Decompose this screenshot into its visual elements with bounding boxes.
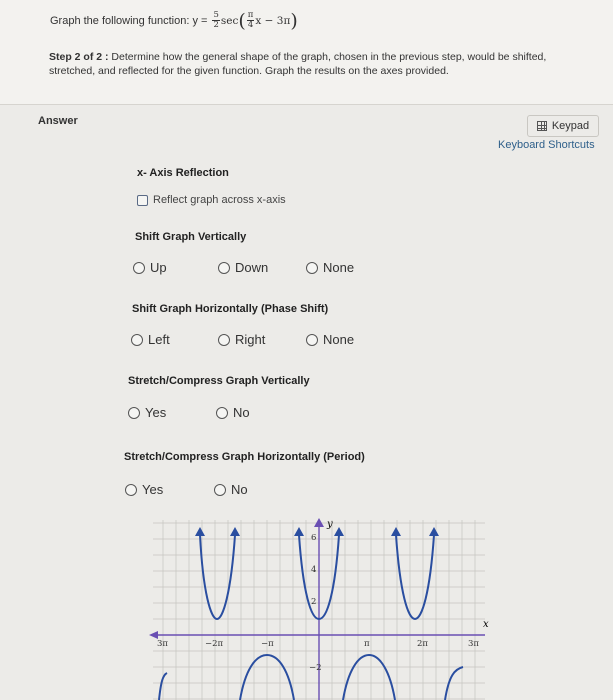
stretch-horizontal-no-radio[interactable]: [214, 482, 248, 497]
shift-horizontal-none-radio[interactable]: [306, 332, 354, 347]
radio-circle[interactable]: [214, 484, 226, 496]
radio-circle[interactable]: [131, 334, 143, 346]
radio-circle[interactable]: [133, 262, 145, 274]
x-tick-label: 3π: [468, 639, 479, 649]
close-paren: ): [290, 9, 298, 32]
stretch-horizontal-yes-radio[interactable]: [125, 482, 163, 497]
keypad-button[interactable]: [527, 115, 599, 137]
stretch-horizontal-heading: Stretch/Compress Graph Horizontally (Period): [124, 451, 365, 463]
inner-denominator: 4: [247, 20, 254, 30]
radio-circle[interactable]: [218, 262, 230, 274]
y-tick-label: 4: [311, 565, 317, 575]
question-text: [50, 11, 298, 30]
reflect-x-label: Reflect graph across x-axis: [153, 194, 286, 206]
radio-label: No: [233, 405, 250, 420]
coefficient-fraction: [212, 11, 219, 30]
radio-label: None: [323, 332, 355, 347]
radio-label: Left: [148, 332, 170, 347]
radio-circle[interactable]: [218, 334, 230, 346]
inner-numerator: π: [247, 10, 254, 20]
keypad-icon: [537, 121, 547, 131]
radio-label: Down: [235, 260, 269, 275]
shift-vertical-none-radio[interactable]: [306, 260, 354, 275]
shift-right-radio[interactable]: [218, 332, 265, 347]
x-tick-label: 3π: [157, 639, 168, 649]
x-tick-label: 2π: [417, 639, 428, 649]
reflect-x-checkbox[interactable]: [137, 194, 286, 206]
radio-label: Yes: [142, 482, 164, 497]
step-text: Determine how the general shape of the graph, chosen in the previous step, would be shifted, stretched, and reflected for the given function. Graph the results on the axes provided.: [49, 51, 547, 77]
shift-horizontal-heading: Shift Graph Horizontally (Phase Shift): [132, 303, 329, 315]
x-tick-label: π: [364, 639, 370, 649]
keypad-label: Keypad: [551, 120, 590, 132]
inner-fraction: [247, 11, 255, 30]
y-tick-label: 2: [311, 597, 317, 607]
radio-circle[interactable]: [125, 484, 137, 496]
question-panel: [0, 0, 613, 105]
radio-circle[interactable]: [306, 262, 318, 274]
x-tick-label: −π: [261, 639, 274, 649]
x-axis-label: x: [483, 619, 489, 630]
radio-label: Right: [235, 332, 266, 347]
radio-label: No: [231, 482, 248, 497]
y-tick-label: −2: [309, 663, 322, 673]
question-prefix: Graph the following function: y =: [50, 14, 208, 27]
stretch-vertical-heading: Stretch/Compress Graph Vertically: [128, 375, 310, 387]
function-expression: [211, 11, 297, 30]
y-axis-label: y: [327, 519, 333, 530]
stretch-vertical-yes-radio[interactable]: [128, 405, 166, 420]
y-tick-label: 6: [311, 533, 317, 543]
x-tick-label: −2π: [205, 639, 224, 649]
shift-vertical-heading: Shift Graph Vertically: [135, 231, 247, 243]
checkbox-box[interactable]: [137, 195, 148, 206]
radio-label: Yes: [145, 405, 167, 420]
keyboard-shortcuts-link[interactable]: Keyboard Shortcuts: [498, 139, 595, 151]
graph-canvas[interactable]: [145, 515, 495, 700]
shift-up-radio[interactable]: [133, 260, 167, 275]
step-instructions: [49, 50, 589, 78]
radio-label: None: [323, 260, 355, 275]
stretch-vertical-no-radio[interactable]: [216, 405, 250, 420]
radio-circle[interactable]: [216, 407, 228, 419]
inner-rest: x − 3π: [255, 14, 291, 27]
shift-left-radio[interactable]: [131, 332, 170, 347]
radio-circle[interactable]: [128, 407, 140, 419]
radio-circle[interactable]: [306, 334, 318, 346]
radio-label: Up: [150, 260, 167, 275]
shift-down-radio[interactable]: [218, 260, 268, 275]
function-name: sec: [220, 14, 239, 27]
x-reflection-heading: x- Axis Reflection: [137, 167, 229, 179]
coef-denominator: 2: [213, 20, 219, 30]
coef-numerator: 5: [213, 10, 219, 20]
open-paren: (: [238, 9, 246, 32]
step-label: Step 2 of 2 :: [49, 51, 109, 63]
answer-label: Answer: [38, 115, 78, 127]
